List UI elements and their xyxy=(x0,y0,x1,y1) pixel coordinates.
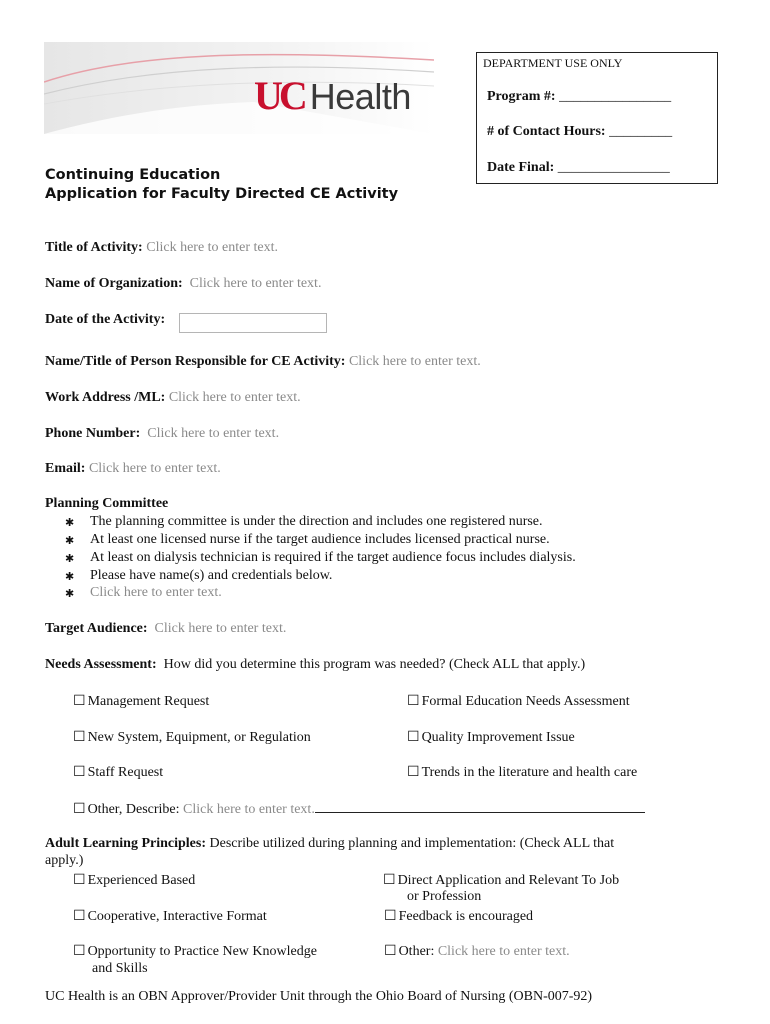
program-number-line xyxy=(487,89,671,105)
planning-item: Please have name(s) and credentials below. xyxy=(90,568,333,583)
adult-option-feedback[interactable] xyxy=(384,908,533,925)
checkbox-icon[interactable]: ☐ xyxy=(73,730,86,745)
planning-item: At least one licensed nurse if the target audience includes licensed practical nurse. xyxy=(90,532,550,547)
bullet-icon: ✱ xyxy=(65,588,75,600)
checkbox-icon[interactable]: ☐ xyxy=(383,873,396,888)
needs-option-trends[interactable] xyxy=(407,764,637,781)
needs-option-management[interactable] xyxy=(73,693,209,710)
bullet-icon: ✱ xyxy=(65,517,75,529)
checkbox-icon[interactable]: ☐ xyxy=(407,730,420,745)
bullet-icon: ✱ xyxy=(65,571,75,583)
option-label: Quality Improvement Issue xyxy=(421,730,575,745)
option-label: Formal Education Needs Assessment xyxy=(421,694,630,709)
target-audience-label: Target Audience: xyxy=(45,621,148,636)
uc-health-logo xyxy=(254,72,411,119)
title-of-activity-row xyxy=(45,240,278,256)
organization-row xyxy=(45,276,321,292)
date-of-activity-label: Date of the Activity: xyxy=(45,312,166,327)
option-label: New System, Equipment, or Regulation xyxy=(87,730,311,745)
adult-option-direct-application-cont: or Profession xyxy=(407,889,482,904)
checkbox-icon[interactable]: ☐ xyxy=(73,909,86,924)
checkbox-icon[interactable]: ☐ xyxy=(73,944,86,959)
adult-option-other[interactable] xyxy=(384,943,570,960)
organization-label: Name of Organization: xyxy=(45,276,183,291)
checkbox-icon[interactable]: ☐ xyxy=(407,694,420,709)
date-of-activity-row xyxy=(45,312,165,328)
page-title-line1: Continuing Education xyxy=(45,167,221,183)
option-label: Feedback is encouraged xyxy=(398,909,534,924)
phone-label: Phone Number: xyxy=(45,426,141,441)
needs-option-other[interactable] xyxy=(73,800,645,818)
needs-assessment-question: How did you determine this program was needed? (Check ALL that apply.) xyxy=(163,657,586,672)
checkbox-icon[interactable]: ☐ xyxy=(407,765,420,780)
target-audience-input[interactable]: Click here to enter text. xyxy=(154,621,287,636)
option-label: Other, Describe: xyxy=(87,802,180,817)
work-address-input[interactable]: Click here to enter text. xyxy=(168,390,301,405)
bullet-icon: ✱ xyxy=(65,535,75,547)
adult-learning-label: Adult Learning Principles: xyxy=(45,836,207,851)
department-use-box xyxy=(476,52,718,184)
contact-hours-label: # of Contact Hours: xyxy=(487,124,606,139)
planning-committee-heading: Planning Committee xyxy=(45,496,169,511)
phone-input[interactable]: Click here to enter text. xyxy=(147,426,280,441)
needs-option-staff-request[interactable] xyxy=(73,764,163,781)
planning-item: The planning committee is under the direction and includes one registered nurse. xyxy=(90,514,543,529)
title-of-activity-input[interactable]: Click here to enter text. xyxy=(146,240,279,255)
footer-text: UC Health is an OBN Approver/Provider Unit through the Ohio Board of Nursing (OBN-007-92) xyxy=(45,989,593,1004)
adult-learning-text: Describe utilized during planning and implementation: (Check ALL that xyxy=(209,836,615,851)
date-final-line xyxy=(487,160,670,176)
person-responsible-input[interactable]: Click here to enter text. xyxy=(348,354,481,369)
person-responsible-row xyxy=(45,354,481,370)
page-title-line2: Application for Faculty Directed CE Activity xyxy=(45,186,399,202)
option-label: Opportunity to Practice New Knowledge xyxy=(87,944,317,959)
adult-option-opportunity[interactable] xyxy=(73,943,317,960)
contact-hours-line xyxy=(487,124,672,140)
option-label: Other: xyxy=(398,944,435,959)
planning-item: At least on dialysis technician is required if the target audience focus includes dialysis. xyxy=(90,550,576,565)
checkbox-icon[interactable]: ☐ xyxy=(384,909,397,924)
needs-option-new-system[interactable] xyxy=(73,729,311,746)
date-of-activity-input[interactable] xyxy=(179,313,327,333)
adult-learning-text-cont: apply.) xyxy=(45,853,84,868)
adult-learning-row xyxy=(45,836,614,852)
checkbox-icon[interactable]: ☐ xyxy=(73,694,86,709)
option-label: Staff Request xyxy=(87,765,164,780)
planning-members-input[interactable]: Click here to enter text. xyxy=(90,585,222,600)
needs-other-underline xyxy=(315,800,645,813)
needs-option-formal-education[interactable] xyxy=(407,693,630,710)
option-label: Cooperative, Interactive Format xyxy=(87,909,267,924)
email-input[interactable]: Click here to enter text. xyxy=(88,461,221,476)
date-final-label: Date Final: xyxy=(487,160,555,175)
title-of-activity-label: Title of Activity: xyxy=(45,240,143,255)
option-label: Management Request xyxy=(87,694,210,709)
contact-hours-blank[interactable]: _________ xyxy=(609,124,673,139)
checkbox-icon[interactable]: ☐ xyxy=(73,873,86,888)
date-final-blank[interactable]: ________________ xyxy=(557,160,670,175)
organization-input[interactable]: Click here to enter text. xyxy=(189,276,322,291)
adult-option-experienced[interactable] xyxy=(73,872,195,889)
option-label: Experienced Based xyxy=(87,873,196,888)
adult-other-input[interactable]: Click here to enter text. xyxy=(437,944,570,959)
adult-option-opportunity-cont: and Skills xyxy=(92,961,148,976)
work-address-label: Work Address /ML: xyxy=(45,390,166,405)
bullet-icon: ✱ xyxy=(65,553,75,565)
email-label: Email: xyxy=(45,461,86,476)
email-row xyxy=(45,461,221,477)
needs-option-quality-improvement[interactable] xyxy=(407,729,575,746)
checkbox-icon[interactable]: ☐ xyxy=(384,944,397,959)
option-label: Direct Application and Relevant To Job xyxy=(397,873,620,888)
program-label: Program #: xyxy=(487,89,556,104)
needs-assessment-label: Needs Assessment: xyxy=(45,657,157,672)
logo-word: Health xyxy=(309,76,411,117)
option-label: Trends in the literature and health care xyxy=(421,765,638,780)
department-box-title: DEPARTMENT USE ONLY xyxy=(483,56,623,70)
adult-option-direct-application[interactable] xyxy=(383,872,619,889)
needs-other-input[interactable]: Click here to enter text. xyxy=(183,802,315,817)
person-responsible-label: Name/Title of Person Responsible for CE Activity: xyxy=(45,354,346,369)
checkbox-icon[interactable]: ☐ xyxy=(73,802,86,817)
target-audience-row xyxy=(45,621,286,637)
logo-mark: UC xyxy=(254,73,304,118)
checkbox-icon[interactable]: ☐ xyxy=(73,765,86,780)
work-address-row xyxy=(45,390,301,406)
program-blank[interactable]: ________________ xyxy=(559,89,672,104)
needs-assessment-row xyxy=(45,657,585,673)
phone-row xyxy=(45,426,279,442)
adult-option-cooperative[interactable] xyxy=(73,908,267,925)
